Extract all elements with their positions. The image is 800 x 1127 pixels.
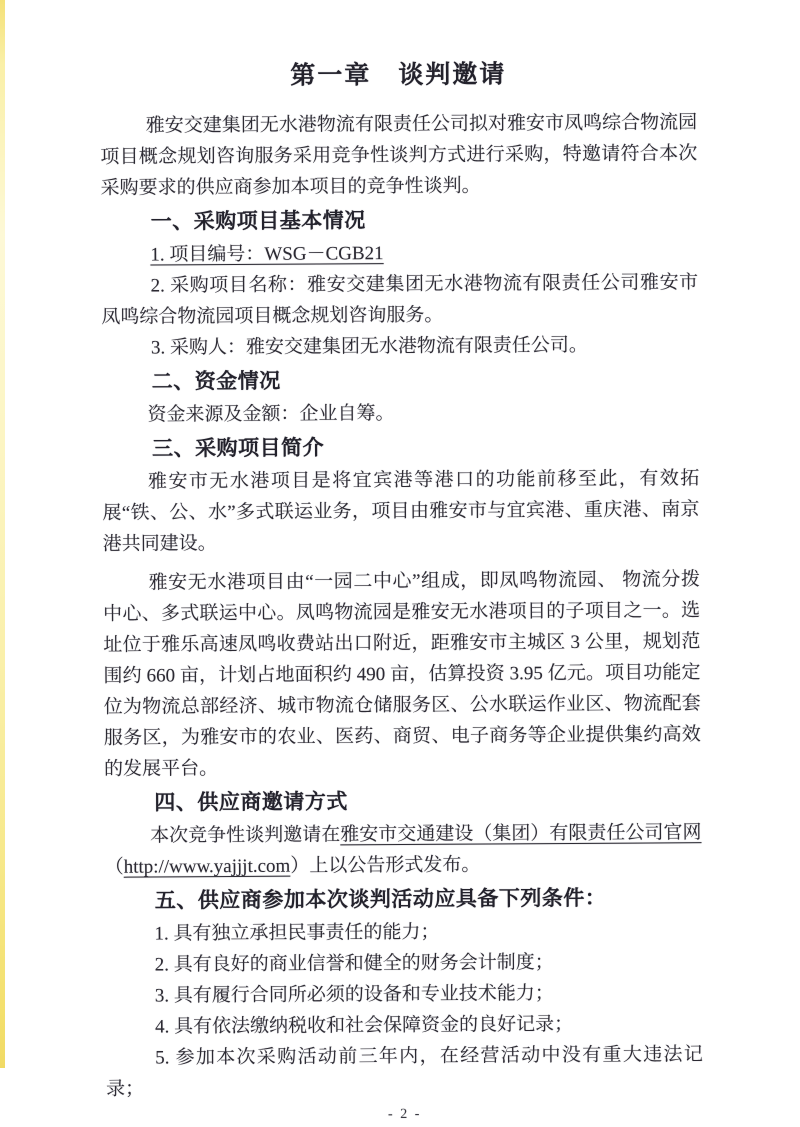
section-1-item-project-name: 2. 采购项目名称：雅安交建集团无水港物流有限责任公司雅安市凤鸣综合物流园项目概念规划咨询服务。 [101,272,699,328]
scan-edge-strip [0,0,5,1068]
project-number-underlined: 1. 项目编号：WSG－CGB21 [150,243,384,266]
page-number: - 2 - [387,1106,422,1123]
section-3-paragraph-1: 雅安市无水港项目是将宜宾港等港口的功能前移至此，有效拓展“铁、公、水”多式联运业务，项目由雅安市与宜宾港、重庆港、南京港共同建设。 [102,468,700,555]
section-3-paragraph-2: 雅安无水港项目由“一园二中心”组成，即凤鸣物流园、 物流分拨中心、多式联运中心。凤鸣物流园是雅安无水港项目的子项目之一。选址位于雅乐高速凤鸣收费站出口附近，距雅安市主城区 3 公里，规划范围约 660 亩，计划占地面积约 490 亩，估算投资 3.95 亿元。项目功能定位为物流总部经济、城市物流仓储服务区、公水联运作业区、物流配套服务区，为雅安市的农业、医药、商贸、电子商务等企业提供集约高效的发展平台。 [103,569,701,780]
section-2-heading: 二、资金情况 [151,369,281,394]
invitation-prefix: 本次竞争性谈判邀请在 [150,824,341,847]
bracket-close: ） [290,855,310,877]
condition-item-4: 4. 具有依法缴纳税收和社会保障资金的良好记录； [154,1013,574,1038]
section-2-funding-line: 资金来源及金额：企业自筹。 [147,403,395,426]
website-url-underlined: http://www.yajjjt.com [123,855,291,878]
section-5-heading: 五、供应商参加本次谈判活动应具备下列条件： [154,886,607,913]
section-3-heading: 三、采购项目简介 [152,436,325,461]
condition-item-2: 2. 具有良好的商业信誉和健全的财务会计制度； [154,952,554,976]
bracket-open: （ [104,856,124,878]
document-page [100,53,704,1127]
condition-item-3: 3. 具有履行合同所必须的设备和专业技术能力； [154,983,554,1007]
section-1-item-purchaser: 3. 采购人：雅安交建集团无水港物流有限责任公司。 [150,334,588,359]
invitation-suffix: 上以公告形式发布。 [309,854,481,877]
section-1-heading: 一、采购项目基本情况 [150,209,366,234]
condition-item-1: 1. 具有独立承担民事责任的能力； [154,921,440,945]
chapter-title: 第一章 谈判邀请 [290,60,507,90]
section-4-heading: 四、供应商邀请方式 [154,790,348,815]
website-name-underlined: 雅安市交通建设（集团）有限责任公司官网 [340,822,702,846]
section-4-paragraph [104,817,701,883]
section-1-item-project-number [101,236,698,271]
intro-paragraph: 雅安交建集团无水港物流有限责任公司拟对雅安市凤鸣综合物流园项目概念规划咨询服务采用竞争性谈判方式进行采购，特邀请符合本次采购要求的供应商参加本项目的竞争性谈判。 [100,112,698,199]
condition-item-5: 5. 参加本次采购活动前三年内，在经营活动中没有重大违法记录； [105,1044,703,1100]
